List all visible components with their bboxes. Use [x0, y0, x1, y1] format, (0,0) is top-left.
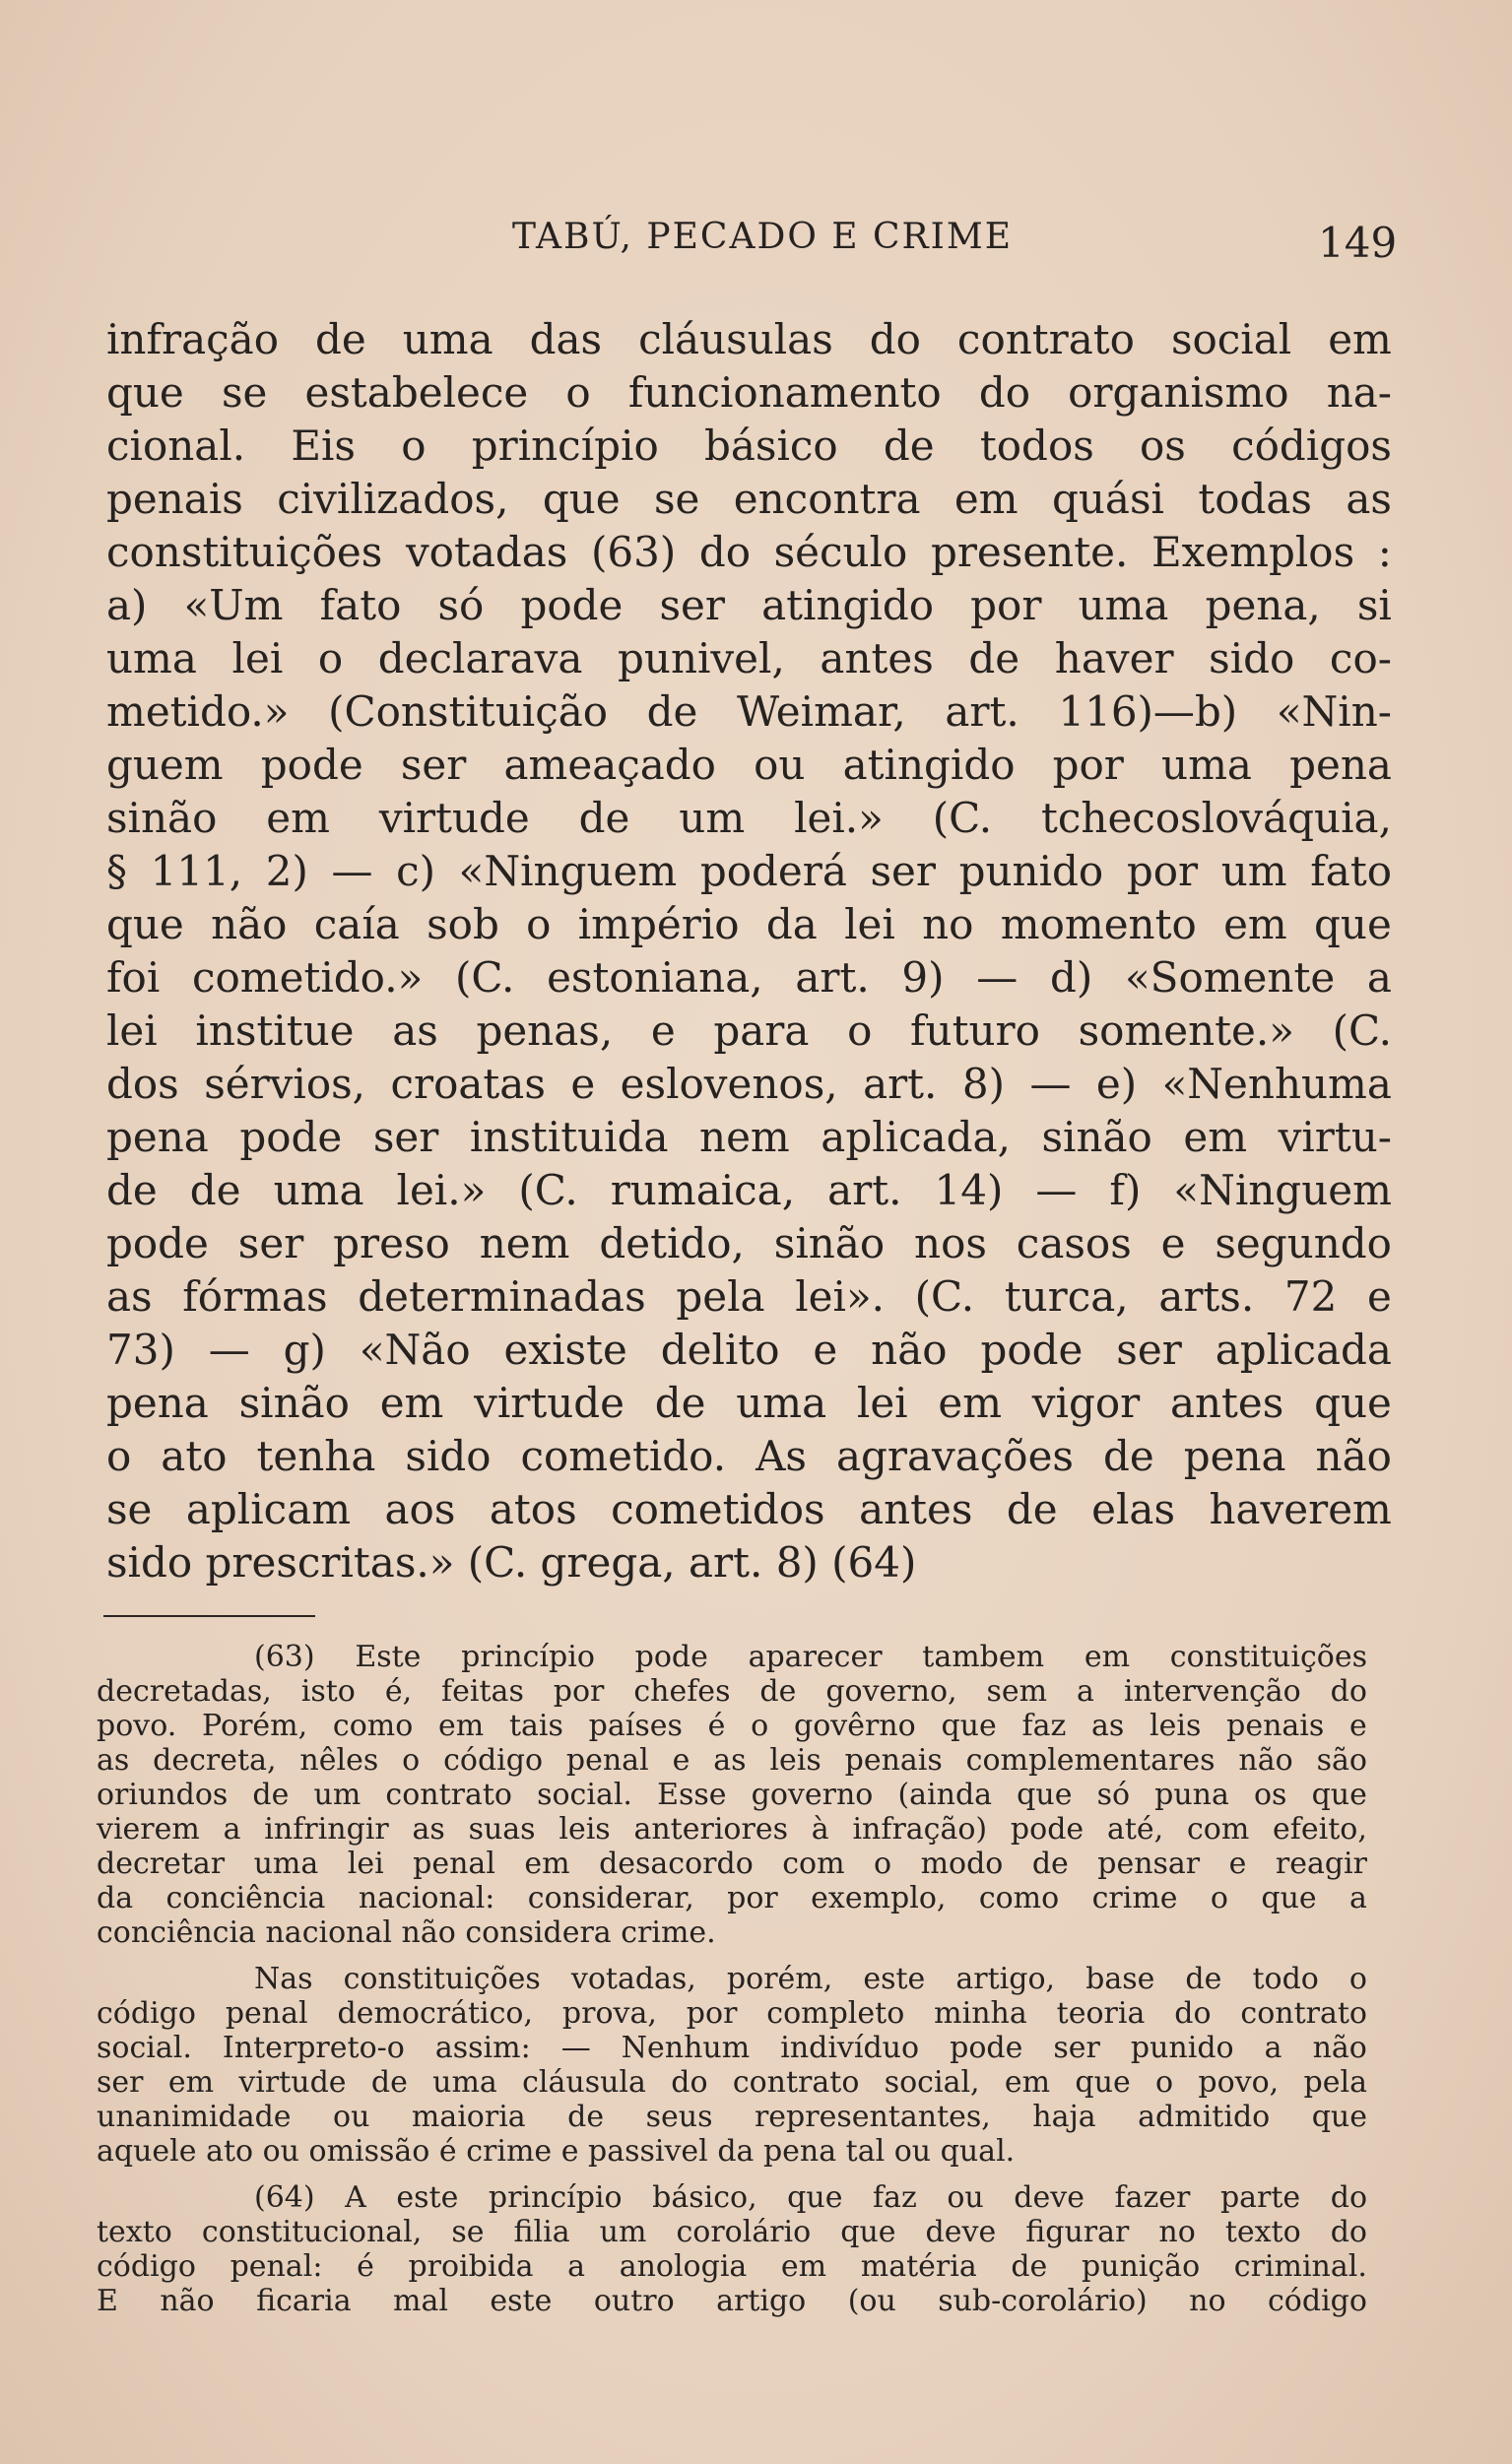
text-line: constituições votadas (63) do século presente. Exemplos :	[106, 528, 1392, 576]
text-line: pena sinão em virtude de uma lei em vigor antes que	[106, 1379, 1392, 1427]
text-line: se aplicam aos atos cometidos antes de elas haverem	[106, 1485, 1392, 1533]
footnotes	[97, 1640, 1367, 2318]
page-number: 149	[1318, 219, 1398, 267]
text-line: infração de uma das cláusulas do contrato social em	[106, 315, 1392, 363]
text-line: guem pode ser ameaçado ou atingido por uma pena	[106, 741, 1392, 789]
text-line: pode ser preso nem detido, sinão nos casos e segundo	[106, 1219, 1392, 1267]
running-head: TABÚ, PECADO E CRIME	[512, 217, 1014, 257]
footnote-line: decretadas, isto é, feitas por chefes de governo, sem a intervenção do	[97, 1674, 1367, 1709]
footnote-line: social. Interpreto-o assim: — Nenhum indivíduo pode ser punido a não	[97, 2031, 1367, 2065]
text-line: pena pode ser instituida nem aplicada, sinão em virtu-	[106, 1113, 1392, 1161]
footnote-line: ser em virtude de uma cláusula do contrato social, em que o povo, pela	[97, 2065, 1367, 2100]
text-line: dos sérvios, croatas e eslovenos, art. 8) — e) «Nenhuma	[106, 1060, 1392, 1108]
text-line: foi cometido.» (C. estoniana, art. 9) — d) «Somente a	[106, 953, 1392, 1002]
footnote-gap	[97, 1950, 1367, 1962]
text-line: a) «Um fato só pode ser atingido por uma pena, si	[106, 581, 1392, 629]
footnote-line: código penal democrático, prova, por completo minha teoria do contrato	[97, 1996, 1367, 2031]
footnote-line: conciência nacional não considera crime.	[97, 1915, 716, 1950]
text-line: cional. Eis o princípio básico de todos os códigos	[106, 421, 1392, 470]
text-line: lei institue as penas, e para o futuro somente.» (C.	[106, 1006, 1392, 1055]
footnote-line: texto constitucional, se filia um corolário que deve figurar no texto do	[97, 2215, 1367, 2249]
footnote-line: E não ficaria mal este outro artigo (ou sub-corolário) no código	[97, 2284, 1367, 2318]
footnote-line: as decreta, nêles o código penal e as leis penais complementares não são	[97, 1743, 1367, 1778]
text-line: que não caía sob o império da lei no momento em que	[106, 900, 1392, 948]
text-line: o ato tenha sido cometido. As agravações de pena não	[106, 1432, 1392, 1480]
footnote	[97, 1640, 1367, 1950]
footnote	[97, 2180, 1367, 2318]
footnote-line: código penal: é proibida a anologia em matéria de punição criminal.	[97, 2249, 1367, 2284]
text-line: § 111, 2) — c) «Ninguem poderá ser punido por um fato	[106, 847, 1392, 895]
footnote-line: aquele ato ou omissão é crime e passivel da pena tal ou qual.	[97, 2134, 1016, 2169]
text-line: de de uma lei.» (C. rumaica, art. 14) — f) «Ninguem	[106, 1166, 1392, 1214]
footnote-line: decretar uma lei penal em desacordo com o modo de pensar e reagir	[97, 1847, 1367, 1881]
footnote-line: da conciência nacional: considerar, por exemplo, como crime o que a	[97, 1881, 1367, 1915]
body-text	[106, 313, 1392, 1589]
text-line: metido.» (Constituição de Weimar, art. 116)—b) «Nin-	[106, 687, 1392, 736]
footnote-line: (63) Este princípio pode aparecer tambem em constituições	[254, 1640, 1367, 1674]
text-line: sinão em virtude de um lei.» (C. tchecoslováquia,	[106, 794, 1392, 842]
text-line: sido prescritas.» (C. grega, art. 8) (64)	[106, 1538, 917, 1587]
text-line: que se estabelece o funcionamento do organismo na-	[106, 368, 1392, 417]
footnote-line: unanimidade ou maioria de seus representantes, haja admitido que	[97, 2100, 1367, 2134]
text-line: uma lei o declarava punivel, antes de haver sido co-	[106, 634, 1392, 682]
footnote-gap	[97, 2169, 1367, 2180]
footnote-line: oriundos de um contrato social. Esse governo (ainda que só puna os que	[97, 1778, 1367, 1812]
footnote	[97, 1962, 1367, 2169]
text-line: penais civilizados, que se encontra em quási todas as	[106, 475, 1392, 523]
footnote-line: Nas constituições votadas, porém, este artigo, base de todo o	[254, 1962, 1367, 1996]
footnote-line: vierem a infringir as suas leis anteriores à infração) pode até, com efeito,	[97, 1812, 1367, 1847]
text-line: as fórmas determinadas pela lei». (C. turca, arts. 72 e	[106, 1272, 1392, 1321]
text-line: 73) — g) «Não existe delito e não pode ser aplicada	[106, 1326, 1392, 1374]
footnote-line: povo. Porém, como em tais países é o govêrno que faz as leis penais e	[97, 1709, 1367, 1743]
footnote-rule	[103, 1615, 315, 1617]
footnote-line: (64) A este princípio básico, que faz ou deve fazer parte do	[254, 2180, 1367, 2215]
